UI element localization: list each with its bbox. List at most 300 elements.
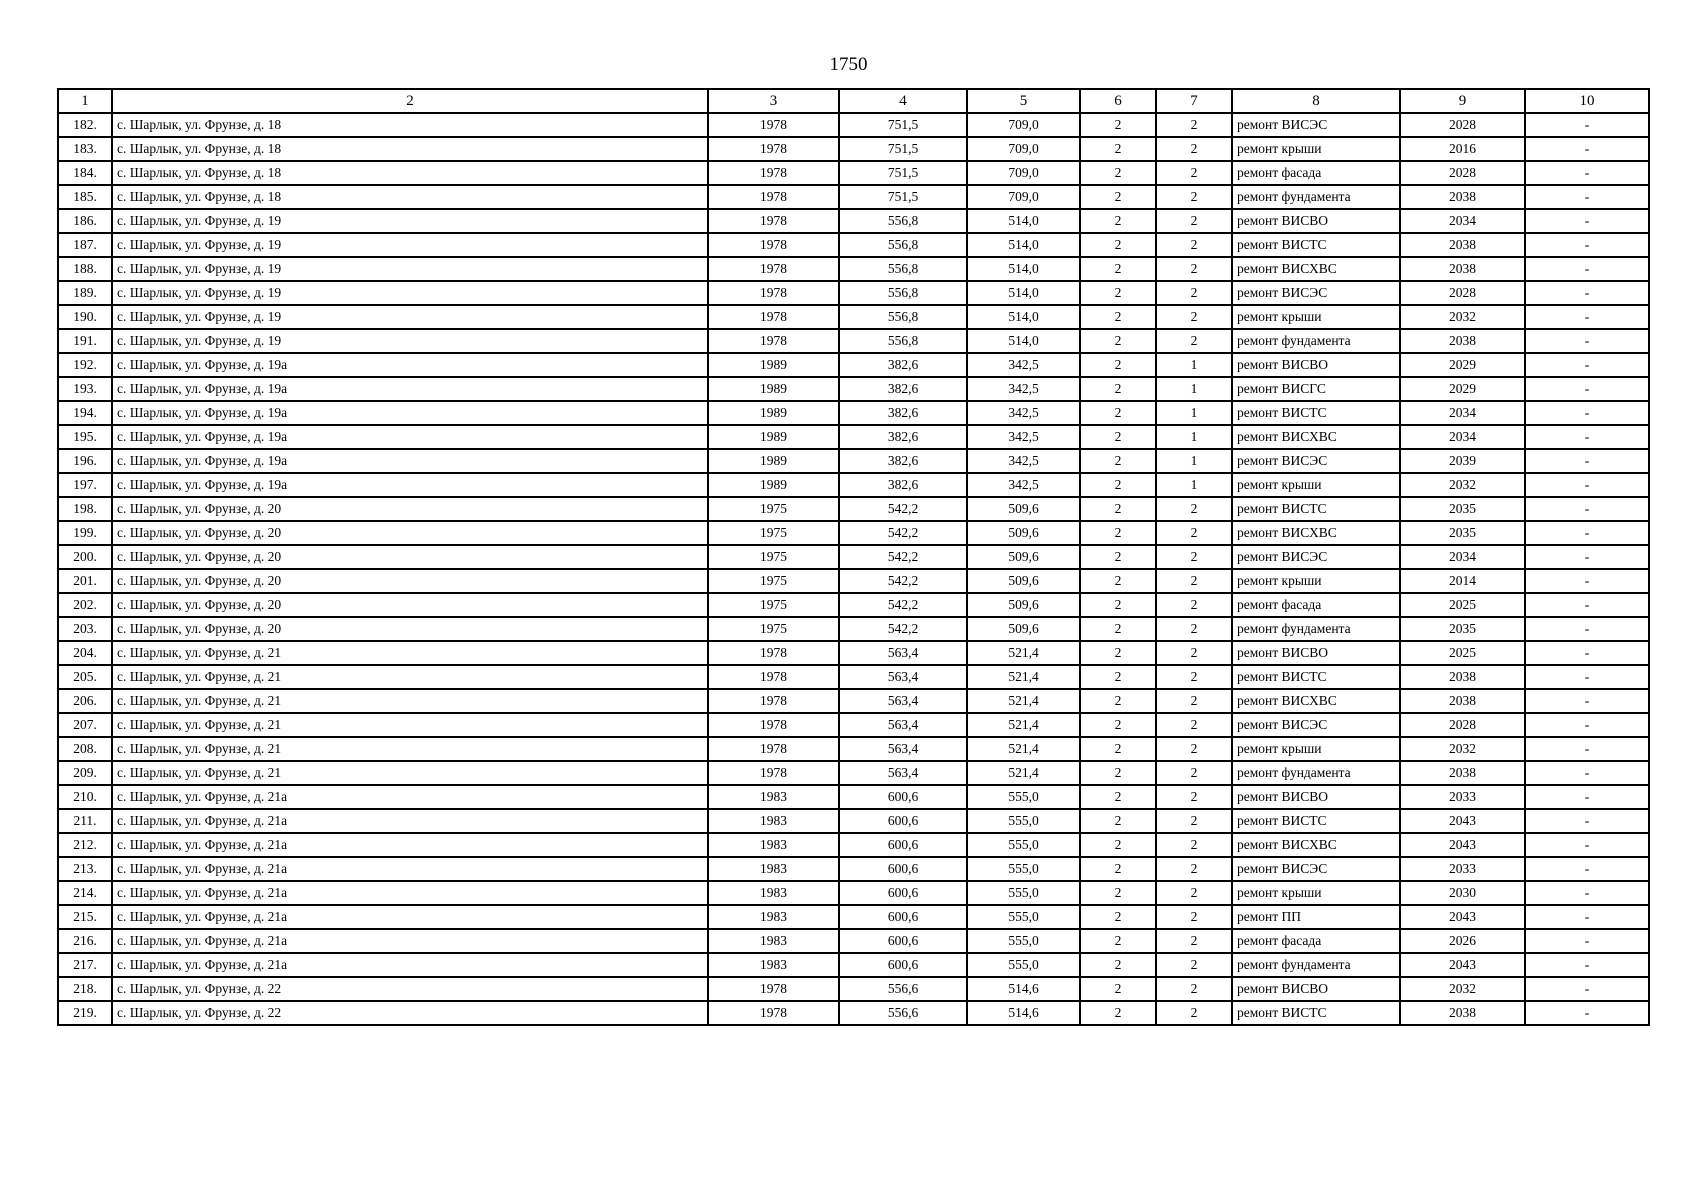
year-built-cell: 1975 xyxy=(708,521,839,545)
note-cell: - xyxy=(1525,401,1649,425)
year-built-cell: 1978 xyxy=(708,185,839,209)
column-header-9: 9 xyxy=(1400,89,1525,113)
entrances-cell: 2 xyxy=(1156,641,1232,665)
row-number-cell: 216. xyxy=(58,929,112,953)
floors-cell: 2 xyxy=(1080,713,1156,737)
planned-year-cell: 2025 xyxy=(1400,641,1525,665)
table-row xyxy=(58,185,1649,209)
note-cell: - xyxy=(1525,977,1649,1001)
table-row xyxy=(58,473,1649,497)
row-number-cell: 218. xyxy=(58,977,112,1001)
floors-cell: 2 xyxy=(1080,449,1156,473)
entrances-cell: 1 xyxy=(1156,377,1232,401)
floors-cell: 2 xyxy=(1080,761,1156,785)
living-area-cell: 555,0 xyxy=(967,905,1080,929)
planned-year-cell: 2043 xyxy=(1400,905,1525,929)
planned-year-cell: 2035 xyxy=(1400,521,1525,545)
address-cell: с. Шарлык, ул. Фрунзе, д. 20 xyxy=(112,569,708,593)
work-type-cell: ремонт ВИСТС xyxy=(1232,809,1400,833)
note-cell: - xyxy=(1525,497,1649,521)
planned-year-cell: 2038 xyxy=(1400,761,1525,785)
total-area-cell: 556,8 xyxy=(839,329,967,353)
living-area-cell: 555,0 xyxy=(967,857,1080,881)
planned-year-cell: 2043 xyxy=(1400,953,1525,977)
year-built-cell: 1983 xyxy=(708,929,839,953)
entrances-cell: 2 xyxy=(1156,713,1232,737)
note-cell: - xyxy=(1525,833,1649,857)
note-cell: - xyxy=(1525,689,1649,713)
table-row xyxy=(58,233,1649,257)
work-type-cell: ремонт ВИСЭС xyxy=(1232,449,1400,473)
repair-schedule-table xyxy=(57,88,1650,1026)
entrances-cell: 2 xyxy=(1156,185,1232,209)
row-number-cell: 189. xyxy=(58,281,112,305)
work-type-cell: ремонт ВИСТС xyxy=(1232,497,1400,521)
entrances-cell: 2 xyxy=(1156,161,1232,185)
address-cell: с. Шарлык, ул. Фрунзе, д. 21 xyxy=(112,737,708,761)
total-area-cell: 751,5 xyxy=(839,137,967,161)
table-row xyxy=(58,521,1649,545)
table-row xyxy=(58,713,1649,737)
note-cell: - xyxy=(1525,257,1649,281)
entrances-cell: 2 xyxy=(1156,977,1232,1001)
total-area-cell: 563,4 xyxy=(839,737,967,761)
year-built-cell: 1989 xyxy=(708,449,839,473)
note-cell: - xyxy=(1525,521,1649,545)
living-area-cell: 514,0 xyxy=(967,305,1080,329)
living-area-cell: 342,5 xyxy=(967,353,1080,377)
note-cell: - xyxy=(1525,929,1649,953)
entrances-cell: 2 xyxy=(1156,305,1232,329)
planned-year-cell: 2039 xyxy=(1400,449,1525,473)
work-type-cell: ремонт ВИСХВС xyxy=(1232,833,1400,857)
column-header-3: 3 xyxy=(708,89,839,113)
address-cell: с. Шарлык, ул. Фрунзе, д. 19а xyxy=(112,449,708,473)
floors-cell: 2 xyxy=(1080,377,1156,401)
planned-year-cell: 2032 xyxy=(1400,977,1525,1001)
table-body xyxy=(58,113,1649,1025)
row-number-cell: 191. xyxy=(58,329,112,353)
row-number-cell: 194. xyxy=(58,401,112,425)
year-built-cell: 1978 xyxy=(708,689,839,713)
table-row xyxy=(58,377,1649,401)
note-cell: - xyxy=(1525,713,1649,737)
entrances-cell: 1 xyxy=(1156,449,1232,473)
floors-cell: 2 xyxy=(1080,161,1156,185)
floors-cell: 2 xyxy=(1080,809,1156,833)
table-row xyxy=(58,545,1649,569)
column-header-2: 2 xyxy=(112,89,708,113)
work-type-cell: ремонт крыши xyxy=(1232,137,1400,161)
note-cell: - xyxy=(1525,449,1649,473)
table-row xyxy=(58,1001,1649,1025)
entrances-cell: 2 xyxy=(1156,233,1232,257)
table-row xyxy=(58,737,1649,761)
living-area-cell: 514,0 xyxy=(967,281,1080,305)
total-area-cell: 556,8 xyxy=(839,257,967,281)
work-type-cell: ремонт фасада xyxy=(1232,161,1400,185)
total-area-cell: 563,4 xyxy=(839,761,967,785)
year-built-cell: 1978 xyxy=(708,713,839,737)
total-area-cell: 542,2 xyxy=(839,569,967,593)
address-cell: с. Шарлык, ул. Фрунзе, д. 21 xyxy=(112,641,708,665)
row-number-cell: 184. xyxy=(58,161,112,185)
floors-cell: 2 xyxy=(1080,929,1156,953)
address-cell: с. Шарлык, ул. Фрунзе, д. 19 xyxy=(112,281,708,305)
living-area-cell: 709,0 xyxy=(967,185,1080,209)
entrances-cell: 2 xyxy=(1156,257,1232,281)
year-built-cell: 1978 xyxy=(708,137,839,161)
note-cell: - xyxy=(1525,209,1649,233)
planned-year-cell: 2033 xyxy=(1400,785,1525,809)
row-number-cell: 209. xyxy=(58,761,112,785)
address-cell: с. Шарлык, ул. Фрунзе, д. 19 xyxy=(112,209,708,233)
floors-cell: 2 xyxy=(1080,257,1156,281)
work-type-cell: ремонт ВИСВО xyxy=(1232,353,1400,377)
table-row xyxy=(58,569,1649,593)
floors-cell: 2 xyxy=(1080,545,1156,569)
total-area-cell: 542,2 xyxy=(839,593,967,617)
entrances-cell: 2 xyxy=(1156,281,1232,305)
row-number-cell: 201. xyxy=(58,569,112,593)
living-area-cell: 555,0 xyxy=(967,881,1080,905)
total-area-cell: 563,4 xyxy=(839,689,967,713)
year-built-cell: 1975 xyxy=(708,593,839,617)
planned-year-cell: 2038 xyxy=(1400,185,1525,209)
year-built-cell: 1978 xyxy=(708,329,839,353)
work-type-cell: ремонт фундамента xyxy=(1232,761,1400,785)
year-built-cell: 1989 xyxy=(708,377,839,401)
total-area-cell: 542,2 xyxy=(839,545,967,569)
row-number-cell: 206. xyxy=(58,689,112,713)
table-row xyxy=(58,449,1649,473)
year-built-cell: 1983 xyxy=(708,881,839,905)
page-number: 1750 xyxy=(829,54,868,75)
floors-cell: 2 xyxy=(1080,1001,1156,1025)
table-row xyxy=(58,857,1649,881)
table-row xyxy=(58,641,1649,665)
row-number-cell: 199. xyxy=(58,521,112,545)
work-type-cell: ремонт ВИСЭС xyxy=(1232,113,1400,137)
note-cell: - xyxy=(1525,569,1649,593)
note-cell: - xyxy=(1525,233,1649,257)
row-number-cell: 183. xyxy=(58,137,112,161)
total-area-cell: 382,6 xyxy=(839,473,967,497)
entrances-cell: 2 xyxy=(1156,953,1232,977)
table-row xyxy=(58,809,1649,833)
note-cell: - xyxy=(1525,761,1649,785)
entrances-cell: 2 xyxy=(1156,1001,1232,1025)
address-cell: с. Шарлык, ул. Фрунзе, д. 20 xyxy=(112,497,708,521)
work-type-cell: ремонт фундамента xyxy=(1232,617,1400,641)
work-type-cell: ремонт фундамента xyxy=(1232,953,1400,977)
total-area-cell: 600,6 xyxy=(839,953,967,977)
work-type-cell: ремонт ВИСВО xyxy=(1232,209,1400,233)
table-row xyxy=(58,257,1649,281)
living-area-cell: 342,5 xyxy=(967,425,1080,449)
table-row xyxy=(58,497,1649,521)
row-number-cell: 195. xyxy=(58,425,112,449)
living-area-cell: 514,6 xyxy=(967,977,1080,1001)
table-row xyxy=(58,761,1649,785)
floors-cell: 2 xyxy=(1080,737,1156,761)
planned-year-cell: 2035 xyxy=(1400,617,1525,641)
row-number-cell: 190. xyxy=(58,305,112,329)
floors-cell: 2 xyxy=(1080,785,1156,809)
entrances-cell: 1 xyxy=(1156,473,1232,497)
total-area-cell: 542,2 xyxy=(839,521,967,545)
floors-cell: 2 xyxy=(1080,593,1156,617)
address-cell: с. Шарлык, ул. Фрунзе, д. 21 xyxy=(112,665,708,689)
living-area-cell: 342,5 xyxy=(967,377,1080,401)
living-area-cell: 342,5 xyxy=(967,473,1080,497)
planned-year-cell: 2032 xyxy=(1400,473,1525,497)
column-header-6: 6 xyxy=(1080,89,1156,113)
planned-year-cell: 2014 xyxy=(1400,569,1525,593)
entrances-cell: 2 xyxy=(1156,113,1232,137)
table-row xyxy=(58,329,1649,353)
table-row xyxy=(58,617,1649,641)
work-type-cell: ремонт ВИСХВС xyxy=(1232,521,1400,545)
address-cell: с. Шарлык, ул. Фрунзе, д. 18 xyxy=(112,161,708,185)
row-number-cell: 204. xyxy=(58,641,112,665)
address-cell: с. Шарлык, ул. Фрунзе, д. 19 xyxy=(112,233,708,257)
year-built-cell: 1975 xyxy=(708,497,839,521)
table-row xyxy=(58,137,1649,161)
total-area-cell: 556,8 xyxy=(839,233,967,257)
year-built-cell: 1978 xyxy=(708,737,839,761)
total-area-cell: 600,6 xyxy=(839,833,967,857)
planned-year-cell: 2033 xyxy=(1400,857,1525,881)
total-area-cell: 563,4 xyxy=(839,713,967,737)
planned-year-cell: 2038 xyxy=(1400,329,1525,353)
table-row xyxy=(58,881,1649,905)
living-area-cell: 514,6 xyxy=(967,1001,1080,1025)
column-header-7: 7 xyxy=(1156,89,1232,113)
living-area-cell: 709,0 xyxy=(967,161,1080,185)
address-cell: с. Шарлык, ул. Фрунзе, д. 21а xyxy=(112,857,708,881)
address-cell: с. Шарлык, ул. Фрунзе, д. 19а xyxy=(112,425,708,449)
total-area-cell: 556,8 xyxy=(839,281,967,305)
entrances-cell: 2 xyxy=(1156,521,1232,545)
floors-cell: 2 xyxy=(1080,617,1156,641)
address-cell: с. Шарлык, ул. Фрунзе, д. 19а xyxy=(112,353,708,377)
floors-cell: 2 xyxy=(1080,977,1156,1001)
table-row xyxy=(58,161,1649,185)
living-area-cell: 509,6 xyxy=(967,617,1080,641)
work-type-cell: ремонт ВИСТС xyxy=(1232,233,1400,257)
work-type-cell: ремонт ВИСТС xyxy=(1232,665,1400,689)
floors-cell: 2 xyxy=(1080,857,1156,881)
living-area-cell: 709,0 xyxy=(967,113,1080,137)
living-area-cell: 521,4 xyxy=(967,689,1080,713)
table-row xyxy=(58,281,1649,305)
living-area-cell: 521,4 xyxy=(967,761,1080,785)
row-number-cell: 215. xyxy=(58,905,112,929)
year-built-cell: 1989 xyxy=(708,401,839,425)
table-row xyxy=(58,689,1649,713)
living-area-cell: 555,0 xyxy=(967,785,1080,809)
row-number-cell: 203. xyxy=(58,617,112,641)
living-area-cell: 514,0 xyxy=(967,257,1080,281)
entrances-cell: 1 xyxy=(1156,425,1232,449)
address-cell: с. Шарлык, ул. Фрунзе, д. 21 xyxy=(112,713,708,737)
floors-cell: 2 xyxy=(1080,905,1156,929)
floors-cell: 2 xyxy=(1080,281,1156,305)
total-area-cell: 382,6 xyxy=(839,377,967,401)
address-cell: с. Шарлык, ул. Фрунзе, д. 21 xyxy=(112,689,708,713)
column-header-10: 10 xyxy=(1525,89,1649,113)
address-cell: с. Шарлык, ул. Фрунзе, д. 21а xyxy=(112,785,708,809)
table-row xyxy=(58,833,1649,857)
note-cell: - xyxy=(1525,665,1649,689)
note-cell: - xyxy=(1525,953,1649,977)
row-number-cell: 214. xyxy=(58,881,112,905)
work-type-cell: ремонт ВИСХВС xyxy=(1232,689,1400,713)
note-cell: - xyxy=(1525,641,1649,665)
address-cell: с. Шарлык, ул. Фрунзе, д. 22 xyxy=(112,1001,708,1025)
table-row xyxy=(58,353,1649,377)
row-number-cell: 185. xyxy=(58,185,112,209)
work-type-cell: ремонт ВИСХВС xyxy=(1232,257,1400,281)
entrances-cell: 2 xyxy=(1156,833,1232,857)
work-type-cell: ремонт ВИСЭС xyxy=(1232,857,1400,881)
year-built-cell: 1975 xyxy=(708,569,839,593)
planned-year-cell: 2029 xyxy=(1400,353,1525,377)
work-type-cell: ремонт фасада xyxy=(1232,929,1400,953)
planned-year-cell: 2038 xyxy=(1400,1001,1525,1025)
row-number-cell: 182. xyxy=(58,113,112,137)
living-area-cell: 521,4 xyxy=(967,713,1080,737)
work-type-cell: ремонт ВИСВО xyxy=(1232,641,1400,665)
total-area-cell: 563,4 xyxy=(839,641,967,665)
living-area-cell: 709,0 xyxy=(967,137,1080,161)
total-area-cell: 556,6 xyxy=(839,1001,967,1025)
planned-year-cell: 2038 xyxy=(1400,665,1525,689)
address-cell: с. Шарлык, ул. Фрунзе, д. 19а xyxy=(112,401,708,425)
work-type-cell: ремонт фундамента xyxy=(1232,185,1400,209)
note-cell: - xyxy=(1525,353,1649,377)
living-area-cell: 509,6 xyxy=(967,593,1080,617)
column-header-4: 4 xyxy=(839,89,967,113)
note-cell: - xyxy=(1525,737,1649,761)
year-built-cell: 1989 xyxy=(708,353,839,377)
year-built-cell: 1978 xyxy=(708,977,839,1001)
entrances-cell: 2 xyxy=(1156,857,1232,881)
column-header-8: 8 xyxy=(1232,89,1400,113)
note-cell: - xyxy=(1525,473,1649,497)
table-row xyxy=(58,593,1649,617)
year-built-cell: 1978 xyxy=(708,281,839,305)
living-area-cell: 555,0 xyxy=(967,929,1080,953)
entrances-cell: 2 xyxy=(1156,329,1232,353)
floors-cell: 2 xyxy=(1080,233,1156,257)
address-cell: с. Шарлык, ул. Фрунзе, д. 20 xyxy=(112,617,708,641)
total-area-cell: 600,6 xyxy=(839,905,967,929)
row-number-cell: 219. xyxy=(58,1001,112,1025)
address-cell: с. Шарлык, ул. Фрунзе, д. 19 xyxy=(112,257,708,281)
year-built-cell: 1978 xyxy=(708,665,839,689)
year-built-cell: 1983 xyxy=(708,809,839,833)
table-row xyxy=(58,401,1649,425)
work-type-cell: ремонт ВИСЭС xyxy=(1232,713,1400,737)
year-built-cell: 1978 xyxy=(708,161,839,185)
work-type-cell: ремонт ВИСТС xyxy=(1232,1001,1400,1025)
note-cell: - xyxy=(1525,305,1649,329)
row-number-cell: 208. xyxy=(58,737,112,761)
row-number-cell: 210. xyxy=(58,785,112,809)
planned-year-cell: 2034 xyxy=(1400,425,1525,449)
year-built-cell: 1983 xyxy=(708,905,839,929)
address-cell: с. Шарлык, ул. Фрунзе, д. 21 xyxy=(112,761,708,785)
work-type-cell: ремонт ВИСВО xyxy=(1232,977,1400,1001)
living-area-cell: 509,6 xyxy=(967,497,1080,521)
total-area-cell: 382,6 xyxy=(839,425,967,449)
planned-year-cell: 2016 xyxy=(1400,137,1525,161)
address-cell: с. Шарлык, ул. Фрунзе, д. 19а xyxy=(112,473,708,497)
planned-year-cell: 2025 xyxy=(1400,593,1525,617)
total-area-cell: 542,2 xyxy=(839,617,967,641)
living-area-cell: 555,0 xyxy=(967,809,1080,833)
address-cell: с. Шарлык, ул. Фрунзе, д. 18 xyxy=(112,137,708,161)
row-number-cell: 205. xyxy=(58,665,112,689)
floors-cell: 2 xyxy=(1080,953,1156,977)
planned-year-cell: 2034 xyxy=(1400,545,1525,569)
address-cell: с. Шарлык, ул. Фрунзе, д. 21а xyxy=(112,833,708,857)
year-built-cell: 1983 xyxy=(708,785,839,809)
work-type-cell: ремонт ВИСЭС xyxy=(1232,545,1400,569)
total-area-cell: 600,6 xyxy=(839,785,967,809)
year-built-cell: 1978 xyxy=(708,257,839,281)
entrances-cell: 2 xyxy=(1156,785,1232,809)
row-number-cell: 198. xyxy=(58,497,112,521)
table-header-row xyxy=(58,89,1649,113)
total-area-cell: 600,6 xyxy=(839,929,967,953)
note-cell: - xyxy=(1525,113,1649,137)
planned-year-cell: 2028 xyxy=(1400,281,1525,305)
address-cell: с. Шарлык, ул. Фрунзе, д. 21а xyxy=(112,881,708,905)
row-number-cell: 202. xyxy=(58,593,112,617)
row-number-cell: 207. xyxy=(58,713,112,737)
row-number-cell: 196. xyxy=(58,449,112,473)
row-number-cell: 193. xyxy=(58,377,112,401)
work-type-cell: ремонт крыши xyxy=(1232,569,1400,593)
note-cell: - xyxy=(1525,617,1649,641)
floors-cell: 2 xyxy=(1080,113,1156,137)
total-area-cell: 751,5 xyxy=(839,161,967,185)
living-area-cell: 514,0 xyxy=(967,233,1080,257)
entrances-cell: 2 xyxy=(1156,881,1232,905)
address-cell: с. Шарлык, ул. Фрунзе, д. 20 xyxy=(112,521,708,545)
planned-year-cell: 2034 xyxy=(1400,401,1525,425)
living-area-cell: 509,6 xyxy=(967,521,1080,545)
entrances-cell: 2 xyxy=(1156,665,1232,689)
floors-cell: 2 xyxy=(1080,497,1156,521)
table-row xyxy=(58,305,1649,329)
year-built-cell: 1978 xyxy=(708,761,839,785)
floors-cell: 2 xyxy=(1080,209,1156,233)
note-cell: - xyxy=(1525,137,1649,161)
floors-cell: 2 xyxy=(1080,833,1156,857)
note-cell: - xyxy=(1525,857,1649,881)
total-area-cell: 600,6 xyxy=(839,857,967,881)
floors-cell: 2 xyxy=(1080,353,1156,377)
living-area-cell: 521,4 xyxy=(967,641,1080,665)
planned-year-cell: 2038 xyxy=(1400,233,1525,257)
row-number-cell: 197. xyxy=(58,473,112,497)
address-cell: с. Шарлык, ул. Фрунзе, д. 18 xyxy=(112,113,708,137)
entrances-cell: 2 xyxy=(1156,761,1232,785)
